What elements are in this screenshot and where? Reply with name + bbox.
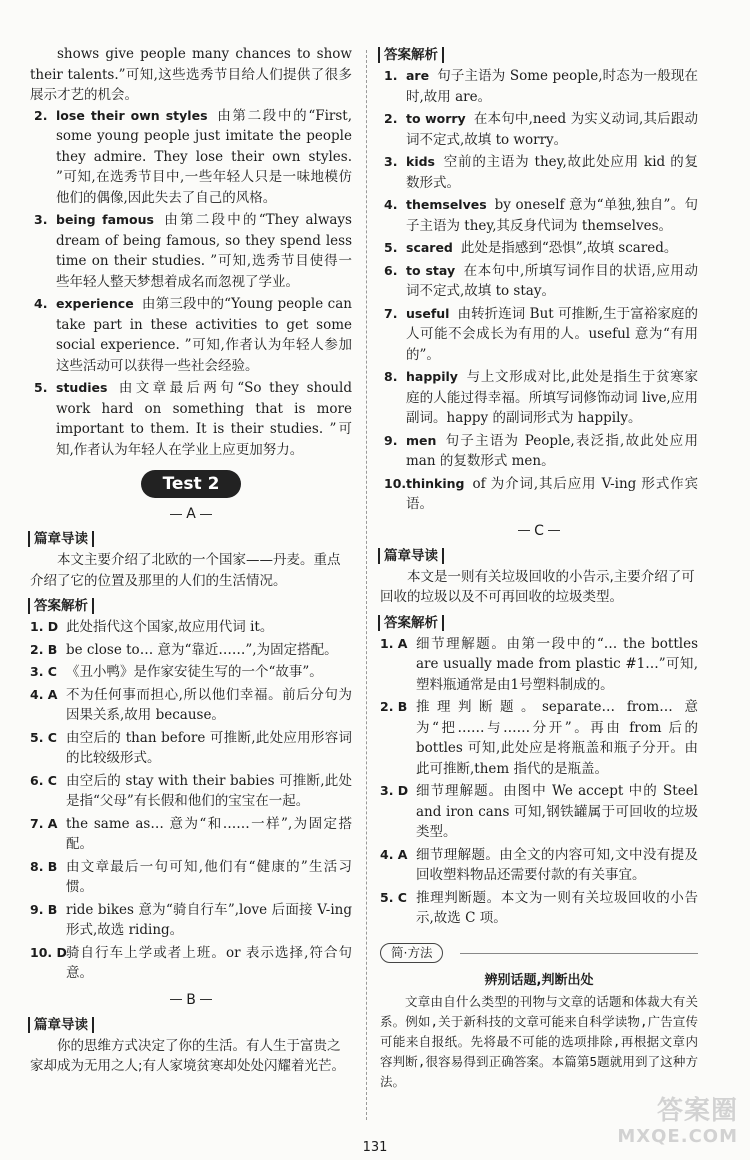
answer-item: 2. lose their own styles 由第二段中的“First, some young people just imitate the people they admire. They lose their own styles. ”可知,在选秀节目中,一些年轻人只是一味地模仿他们的偶像,因此失去了自己的风格。 bbox=[34, 107, 353, 206]
guide-heading: 篇章导读 bbox=[28, 531, 94, 547]
guide-text: 本文主要介绍了北欧的一个国家——丹麦。重点介绍了它的位置及那里的人们的生活情况。 bbox=[30, 552, 341, 589]
guide-text: 本文是一则有关垃圾回收的小告示,主要介绍了可回收的垃圾以及不可再回收的垃圾类型。 bbox=[380, 568, 695, 605]
method-rule bbox=[460, 953, 698, 954]
answer-heading: 答案解析 bbox=[378, 615, 444, 631]
carry-over-text: shows give people many chances to show their talents.”可知,这些选秀节目给人们提供了很多展示才艺的机会。 bbox=[30, 46, 352, 103]
answer-item: 7. A the same as… 意为“和……一样”,为固定搭配。 bbox=[30, 815, 352, 852]
section-letter-c: C bbox=[380, 523, 698, 539]
answer-item: 5. C 由空后的 than before 可推断,此处应用形容词的比较级形式。 bbox=[30, 729, 352, 766]
watermark-logo: 答案圈 MXQE.COM bbox=[617, 1096, 738, 1147]
method-title: 辨别话题,判断出处 bbox=[484, 972, 594, 988]
answers-c-list bbox=[380, 634, 698, 929]
guide-heading: 篇章导读 bbox=[28, 1017, 94, 1033]
answer-item: 5. studies 由文章最后两句“So they should work hard on something that is more important to them. It is their studies. ”可知,作者认为年轻人在学业上应更加努力。 bbox=[34, 380, 352, 458]
column-divider bbox=[366, 50, 367, 1120]
answer-item: 4. A 细节理解题。由全文的内容可知,文中没有提及回收塑料物品还需要付款的有关事宜。 bbox=[380, 846, 698, 883]
answer-item: 10. D 骑自行车上学或者上班。or 表示选择,符合句意。 bbox=[30, 944, 352, 981]
answers-b-list bbox=[380, 66, 698, 515]
method-box bbox=[380, 931, 698, 1092]
guide-heading: 篇章导读 bbox=[378, 548, 444, 564]
left-column bbox=[30, 44, 352, 1081]
answer-item: 5. C 推理判断题。本文为一则有关垃圾回收的小告示,故选 C 项。 bbox=[380, 889, 698, 926]
answer-item: 8. happily 与上文形成对比,此处是指生于贫寒家庭的人能过得幸福。所填写词修饰动词 live,应用副词。happy 的副词形式为 happily。 bbox=[384, 369, 698, 426]
answers-a-list bbox=[30, 617, 352, 984]
answer-item: 9. B ride bikes 意为“骑自行车”,love 后面接 V-ing 形式,故选 riding。 bbox=[30, 901, 352, 938]
answer-item: 3. C 《丑小鸭》是作家安徒生写的一个“故事”。 bbox=[30, 664, 323, 680]
prev-answers-list bbox=[30, 106, 352, 461]
answer-item: 4. experience 由第三段中的“Young people can take part in these activities to get some social experience. ”可知,作者认为年轻人参加这些活动可以获得一些社会经验。 bbox=[34, 296, 352, 374]
answer-item: 9. men 句子主语为 People,表泛指,故此处应用 man 的复数形式 men。 bbox=[384, 432, 698, 469]
section-letter-b: B bbox=[30, 992, 352, 1008]
test-badge: Test 2 bbox=[141, 470, 241, 498]
answer-item: 8. B 由文章最后一句可知,他们有“健康的”生活习惯。 bbox=[30, 858, 352, 895]
answer-item: 5. scared 此处是指感到“恐惧”,故填 scared。 bbox=[384, 240, 678, 256]
answer-item: 4. A 不为任何事而担心,所以他们幸福。前后分句为因果关系,故用 because。 bbox=[30, 686, 352, 723]
answer-item: 2. to worry 在本句中,need 为实义动词,其后跟动词不定式,故填 to worry。 bbox=[384, 111, 698, 148]
answer-item: 1. D 此处指代这个国家,故应用代词 it。 bbox=[30, 619, 274, 635]
page-number: 131 bbox=[362, 1140, 388, 1155]
guide-text: 你的思维方式决定了你的生活。有人生于富贵之家却成为无用之人;有人家境贫寒却处处闪耀着光芒。 bbox=[30, 1037, 346, 1074]
answer-item: 4. themselves by oneself 意为“单独,独自”。句子主语为 they,其反身代词为 themselves。 bbox=[384, 197, 698, 234]
answer-item: 7. useful 由转折连词 But 可推断,生于富裕家庭的人可能不会成长为有用的人。useful 意为“有用的”。 bbox=[384, 305, 698, 363]
section-letter-a: A bbox=[30, 506, 352, 522]
answer-item: 3. being famous 由第二段中的“They always dream of being famous, so they spend less time on their studies. ”可知,选秀节目使得一些年轻人整天梦想着成名而忽视了学业。 bbox=[34, 212, 352, 290]
answer-item: 2. B 推理判断题。separate… from… 意为“把……与……分开”。再由 from 后的 bottles 可知,此处应是将瓶盖和瓶子分开。由此可推断,them 指代的是瓶盖。 bbox=[380, 699, 698, 777]
answer-item: 10. thinking of 为介词,其后应用 V-ing 形式作宾语。 bbox=[384, 475, 698, 512]
answer-item: 3. D 细节理解题。由图中 We accept 中的 Steel and iron cans 可知,钢铁罐属于可回收的垃圾类型。 bbox=[380, 783, 698, 840]
answer-item: 1. are 句子主语为 Some people,时态为一般现在时,故用 are。 bbox=[384, 68, 698, 105]
answer-item: 3. kids 空前的主语为 they,故此处应用 kid 的复数形式。 bbox=[384, 154, 698, 191]
answer-item: 6. C 由空后的 stay with their babies 可推断,此处是指“父母”有长假和他们的宝宝在一起。 bbox=[30, 772, 352, 809]
answer-item: 1. A 细节理解题。由第一段中的“… the bottles are usually made from plastic #1…”可知,塑料瓶通常是由1号塑料制成的。 bbox=[380, 635, 698, 693]
method-text: 文章由自什么类型的刊物与文章的话题和体裁大有关系。例如,关于新科技的文章可能来自科学读物,广告宣传可能来自报纸。先将最不可能的选项排除,再根据文章内容判断,很容易得到正确答案。本篇第5题就用到了这种方法。 bbox=[380, 993, 698, 1089]
right-column bbox=[380, 44, 698, 1092]
answer-item: 2. B be close to… 意为“靠近……”,为固定搭配。 bbox=[30, 641, 338, 658]
answer-heading: 答案解析 bbox=[28, 598, 94, 614]
answer-heading: 答案解析 bbox=[378, 47, 444, 63]
method-tag: 简·方法 bbox=[380, 943, 443, 963]
answer-item: 6. to stay 在本句中,所填写词作目的状语,应用动词不定式,故填 to stay。 bbox=[384, 262, 698, 299]
